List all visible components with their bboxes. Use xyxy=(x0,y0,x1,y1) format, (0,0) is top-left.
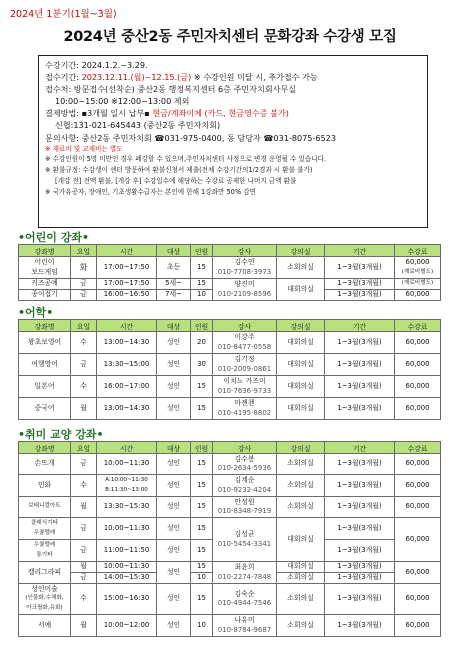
course-day: 금 xyxy=(71,279,97,290)
course-fee: 60,000 xyxy=(395,497,441,518)
course-day: 금 xyxy=(71,573,97,584)
course-fee: 60,000 xyxy=(395,584,441,615)
course-period: 1~3월(3개월) xyxy=(325,290,395,301)
receipt-note: ※ 수강인원 미달 시, 추가접수 가능 xyxy=(191,72,318,83)
receipt-dates: 2023.12.11.(월)~12.15.(금) xyxy=(81,72,192,83)
course-target: 성인 xyxy=(157,376,191,398)
course-fee: (재료비별도) xyxy=(395,279,441,290)
col-capacity: 인원 xyxy=(191,245,213,257)
col-name: 강좌명 xyxy=(19,320,71,332)
col-teacher: 강사 xyxy=(213,245,277,257)
course-period: 1~3월(3개월) xyxy=(325,454,395,475)
course-day: 월 xyxy=(71,497,97,518)
table-row xyxy=(19,518,441,540)
table-row xyxy=(19,615,441,637)
table-row xyxy=(19,475,441,497)
table-row xyxy=(19,398,441,420)
course-teacher: 나유미 010-8784-9687 xyxy=(213,615,277,637)
quarter-tag: 2024년 1분기(1월~3월) xyxy=(10,9,117,20)
course-capacity: 15 xyxy=(191,398,213,420)
col-target: 대상 xyxy=(157,245,191,257)
course-period: 1~3월(3개월) xyxy=(325,497,395,518)
course-target: 성인 xyxy=(157,354,191,376)
course-capacity: 10 xyxy=(191,573,213,584)
course-room: 소회의실 xyxy=(277,573,325,584)
course-fee: 60,000 xyxy=(395,398,441,420)
course-target: 5세~ xyxy=(157,279,191,290)
course-time: 13:00~14:30 xyxy=(97,332,157,354)
course-period: 1~3월(3개월) xyxy=(325,332,395,354)
course-target: 성인 xyxy=(157,398,191,420)
course-capacity: 15 xyxy=(191,475,213,497)
course-room: 대회의실 xyxy=(277,279,325,301)
course-day: 수 xyxy=(71,584,97,615)
course-teacher: 김성균 010-5454-3341 xyxy=(213,518,277,562)
course-teacher: 김숙순 010-4944-7546 xyxy=(213,584,277,615)
table-row xyxy=(19,354,441,376)
course-target: 성인 xyxy=(157,540,191,562)
col-target: 대상 xyxy=(157,320,191,332)
course-time: 10:00~11:30 xyxy=(97,454,157,475)
table-header xyxy=(19,320,441,332)
course-room: 소회의실 xyxy=(277,454,325,475)
table-row xyxy=(19,279,441,290)
course-name: 민화 xyxy=(19,475,71,497)
course-room: 대회의실 xyxy=(277,398,325,420)
course-fee: 60,000 xyxy=(395,615,441,637)
course-day: 금 xyxy=(71,540,97,562)
col-capacity: 인원 xyxy=(191,320,213,332)
course-capacity: 15 xyxy=(191,540,213,562)
course-capacity: 20 xyxy=(191,332,213,354)
language-table xyxy=(18,319,441,420)
col-period: 기간 xyxy=(325,320,395,332)
table-header xyxy=(19,442,441,454)
note-materials: ※ 재료비 및 교재비는 별도 xyxy=(45,144,123,153)
payment-note: 현금/계좌이체 (카드, 현금영수증 불가) xyxy=(152,108,289,119)
note-refund-detail: [개강 전] 전액 환불, [개강 후] 수강일수에 해당하는 수강료 공제한 나머지 금액 환불 xyxy=(55,177,297,186)
course-teacher: 양진미 010-2109-8596 xyxy=(213,279,277,301)
course-day: 금 xyxy=(71,518,97,540)
course-teacher: 김기정 010-2009-0861 xyxy=(213,354,277,376)
course-target: 성인 xyxy=(157,475,191,497)
course-teacher: 최윤희 010-2274-7848 xyxy=(213,562,277,584)
col-time: 시간 xyxy=(97,320,157,332)
course-time: 13:30~15:30 xyxy=(97,497,157,518)
course-capacity: 15 xyxy=(191,454,213,475)
page-title: 2024년 중산2동 주민자치센터 문화강좌 수강생 모집 xyxy=(63,29,397,45)
table-header xyxy=(19,245,441,257)
course-target: 성인 xyxy=(157,562,191,584)
course-capacity: 30 xyxy=(191,354,213,376)
course-time: 10:00~11:30 xyxy=(97,562,157,573)
section-kids-title: •어린이 강좌• xyxy=(18,231,90,244)
col-target: 대상 xyxy=(157,442,191,454)
course-fee: 60,000 xyxy=(395,562,441,584)
col-name: 강좌명 xyxy=(19,245,71,257)
course-name: 캘리그라피 xyxy=(19,562,71,584)
course-name: 일본어 xyxy=(19,376,71,398)
note-refund: ※ 환불규정: 수강생이 센터 방문하여 환불신청서 제출(전체 수강기간의1/2경과 시 환불 불가) xyxy=(45,166,313,175)
course-target: 7세~ xyxy=(157,290,191,301)
course-time: 13:00~14:30 xyxy=(97,398,157,420)
course-name: 종이접기 xyxy=(19,290,71,301)
course-capacity: 15 xyxy=(191,584,213,615)
course-period: 수강기간: 2024.1.2.~3.29. xyxy=(45,60,148,70)
course-day: 월 xyxy=(71,615,97,637)
course-fee: 60,000 (재료비별도) xyxy=(395,257,441,279)
note-discount: ※ 국가유공자, 장애인, 기초생활수급자는 본인에 한해 1강좌만 50% 감면 xyxy=(45,187,256,196)
course-capacity: 10 xyxy=(191,290,213,301)
course-target: 성인 xyxy=(157,332,191,354)
bank-account: 신협:131-021-645443 (중산2동 주민자치회) xyxy=(55,120,221,131)
course-period: 1~3월(3개월) xyxy=(325,376,395,398)
table-row xyxy=(19,584,441,615)
section-hobby-title: •취미 교양 강좌• xyxy=(18,428,104,441)
receipt-period xyxy=(45,71,421,83)
col-time: 시간 xyxy=(97,442,157,454)
course-room: 대회의실 xyxy=(277,332,325,354)
course-period: 1~3월(3개월) xyxy=(325,584,395,615)
course-day: 월 xyxy=(71,562,97,573)
table-row xyxy=(19,497,441,518)
course-time: 16:00~17:00 xyxy=(97,376,157,398)
col-fee: 수강료 xyxy=(395,442,441,454)
course-target: 성인 xyxy=(157,497,191,518)
course-period: 1~3월(3개월) xyxy=(325,573,395,584)
course-name: 어린이 보드게임 xyxy=(19,257,71,279)
course-name: 보태니컬아트 xyxy=(19,497,71,518)
table-row xyxy=(19,376,441,398)
course-target: 성인 xyxy=(157,615,191,637)
col-period: 기간 xyxy=(325,245,395,257)
course-day: 금 xyxy=(71,454,97,475)
course-time: 11:00~11:50 xyxy=(97,540,157,562)
section-language-title: •어학• xyxy=(18,306,54,319)
table-row xyxy=(19,332,441,354)
course-day: 월 xyxy=(71,398,97,420)
course-fee: 60,000 xyxy=(395,454,441,475)
course-fee: 60,000 xyxy=(395,354,441,376)
course-day: 수 xyxy=(71,376,97,398)
course-capacity: 15 xyxy=(191,562,213,573)
course-name: 왕초보영어 xyxy=(19,332,71,354)
col-name: 강좌명 xyxy=(19,442,71,454)
course-time: 13:30~15:00 xyxy=(97,354,157,376)
course-name: 키즈공예 xyxy=(19,279,71,290)
course-day: 금 xyxy=(71,354,97,376)
course-time: 15:00~16:30 xyxy=(97,584,157,615)
receipt-hours: 10:00~15:00 ※12:00~13:00 제외 xyxy=(55,96,190,107)
course-capacity: 15 xyxy=(191,497,213,518)
course-time: 14:00~15:30 xyxy=(97,573,157,584)
contact-info: 문의사항: 중산2동 주민자치회 ☎031-975-0400, 동 담당자 ☎031-8075-6523 xyxy=(45,132,336,143)
course-room: 대회의실 xyxy=(277,354,325,376)
course-day: 수 xyxy=(71,332,97,354)
hobby-table xyxy=(18,441,441,637)
course-fee: 60,000 xyxy=(395,475,441,497)
course-time: 16:00~16:50 xyxy=(97,290,157,301)
payment-label: 결제방법: ▪3개월 일시 납부▪ xyxy=(45,108,153,119)
course-capacity: 15 xyxy=(191,257,213,279)
course-time: 17:00~17:50 xyxy=(97,279,157,290)
course-name: 우쿨렐레 통기타 xyxy=(19,540,71,562)
course-teacher: 김수연 010-7708-3973 xyxy=(213,257,277,279)
course-room: 소회의실 xyxy=(277,257,325,279)
course-capacity: 10 xyxy=(191,615,213,637)
course-teacher: 김수봉 010-2634-5936 xyxy=(213,454,277,475)
course-room: 소회의실 xyxy=(277,584,325,615)
col-teacher: 강사 xyxy=(213,442,277,454)
col-fee: 수강료 xyxy=(395,245,441,257)
course-teacher: 이치노 가즈미 010-7636-9733 xyxy=(213,376,277,398)
col-period: 기간 xyxy=(325,442,395,454)
course-period: 1~3월(3개월) xyxy=(325,562,395,573)
course-name: 여행영어 xyxy=(19,354,71,376)
col-day: 요일 xyxy=(71,442,97,454)
note-cancel: ※ 수강인원이 5명 미만인 경우 폐강할 수 있으며,주민자치센터 사정으로 변경 운영될 수 있습니다. xyxy=(45,155,327,164)
col-day: 요일 xyxy=(71,320,97,332)
course-teacher: 이강주 010-8477-0558 xyxy=(213,332,277,354)
course-period: 1~3월(3개월) xyxy=(325,540,395,562)
course-room: 대회의실 xyxy=(277,518,325,562)
course-period: 1~3월(3개월) xyxy=(325,279,395,290)
course-fee: 60,000 xyxy=(395,290,441,301)
course-target: 초등 xyxy=(157,257,191,279)
course-period: 1~3월(3개월) xyxy=(325,354,395,376)
receipt-label: 접수기간: xyxy=(45,72,82,83)
table-row xyxy=(19,562,441,573)
course-time: 17:00~17:50 xyxy=(97,257,157,279)
course-room: 소회의실 xyxy=(277,497,325,518)
course-time: 10:00~12:00 xyxy=(97,615,157,637)
course-room: 소회의실 xyxy=(277,615,325,637)
course-fee: 60,000 xyxy=(395,376,441,398)
course-fee: 60,000 xyxy=(395,332,441,354)
course-time: 10:00~11:30 xyxy=(97,518,157,540)
course-name: 손뜨개 xyxy=(19,454,71,475)
kids-table xyxy=(18,244,441,301)
course-day: 화 xyxy=(71,257,97,279)
course-capacity: 15 xyxy=(191,376,213,398)
col-room: 강의실 xyxy=(277,245,325,257)
course-fee: 60,000 xyxy=(395,518,441,562)
course-teacher: 안성원 010-8348-7919 xyxy=(213,497,277,518)
course-teacher: 김계순 010-9232-4204 xyxy=(213,475,277,497)
course-capacity: 15 xyxy=(191,518,213,540)
payment-method xyxy=(45,107,421,119)
col-teacher: 강사 xyxy=(213,320,277,332)
course-name: 클래식기타 우쿨렐레 xyxy=(19,518,71,540)
course-target: 성인 xyxy=(157,584,191,615)
course-period: 1~3월(3개월) xyxy=(325,257,395,279)
course-period: 1~3월(3개월) xyxy=(325,398,395,420)
course-day: 수 xyxy=(71,475,97,497)
course-target: 성인 xyxy=(157,518,191,540)
course-teacher: 마젠첸 010-4195-8802 xyxy=(213,398,277,420)
course-time: A:10:00~11:30 B:11:30~13:00 xyxy=(97,475,157,497)
table-row xyxy=(19,257,441,279)
course-room: 소회의실 xyxy=(277,475,325,497)
info-box xyxy=(38,55,428,228)
course-capacity: 15 xyxy=(191,279,213,290)
course-room: 대회의실 xyxy=(277,562,325,573)
col-room: 강의실 xyxy=(277,320,325,332)
table-row xyxy=(19,454,441,475)
col-day: 요일 xyxy=(71,245,97,257)
col-capacity: 인원 xyxy=(191,442,213,454)
col-room: 강의실 xyxy=(277,442,325,454)
col-time: 시간 xyxy=(97,245,157,257)
col-fee: 수강료 xyxy=(395,320,441,332)
course-period: 1~3월(3개월) xyxy=(325,615,395,637)
course-name: 성인미술 (인물화,수채화, 아크릴화,유화) xyxy=(19,584,71,615)
course-name: 서예 xyxy=(19,615,71,637)
course-room: 대회의실 xyxy=(277,376,325,398)
course-period: 1~3월(3개월) xyxy=(325,475,395,497)
course-name: 중국어 xyxy=(19,398,71,420)
course-period: 1~3월(3개월) xyxy=(325,518,395,540)
receipt-place: 접수처: 방문접수(선착순) 중산2동 행정복지센터 6층 주민자치회사무실 xyxy=(45,84,297,95)
course-day: 금 xyxy=(71,290,97,301)
course-target: 성인 xyxy=(157,454,191,475)
